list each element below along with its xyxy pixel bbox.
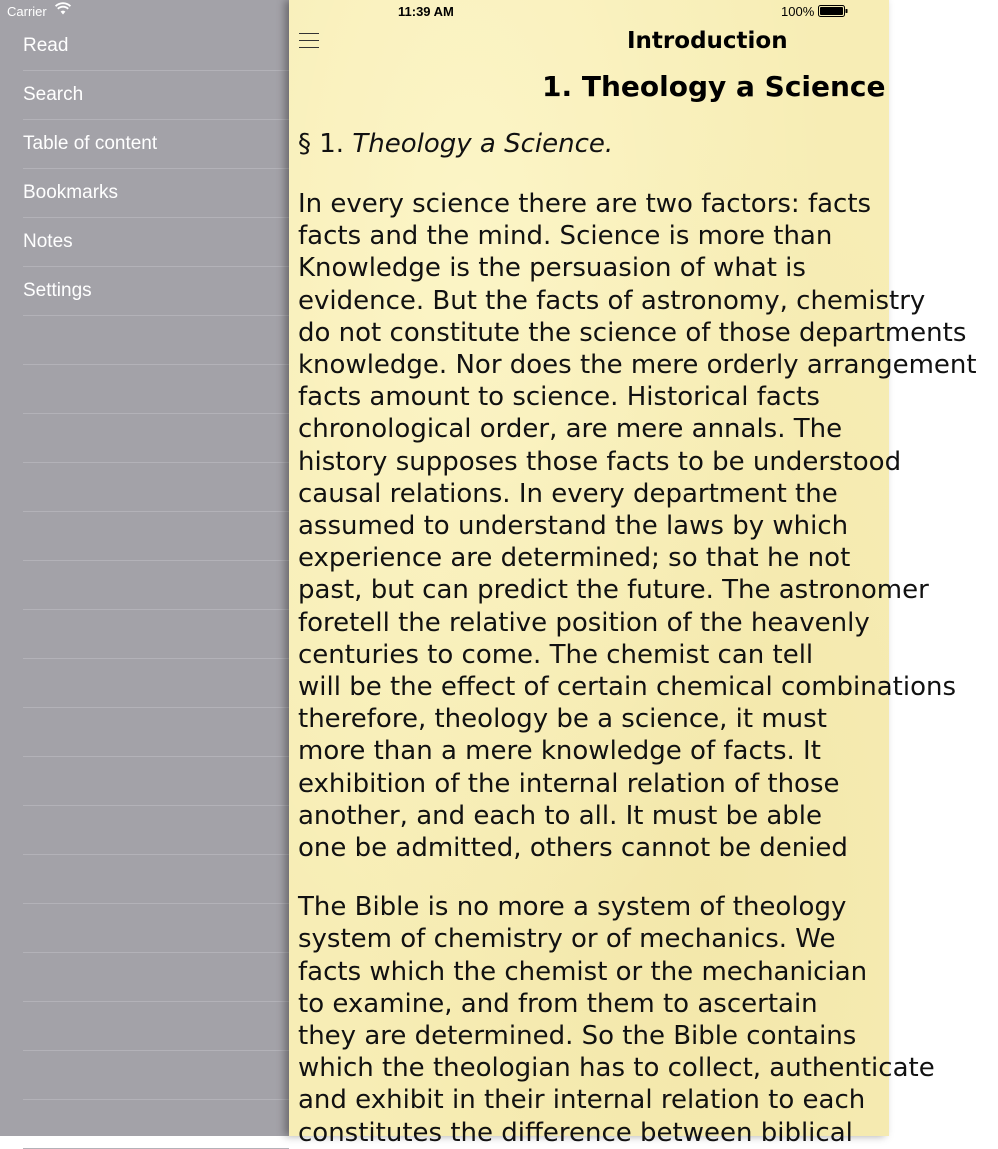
hamburger-menu-icon[interactable] [299, 33, 319, 49]
sidebar-empty-row [23, 316, 289, 365]
battery-icon [818, 5, 848, 17]
text-line: system of chemistry or of mechanics. We [298, 924, 836, 955]
sidebar-empty-row [23, 904, 289, 953]
sidebar-empty-row [23, 659, 289, 708]
text-line: history supposes those facts to be understood [298, 446, 902, 477]
sidebar-item-label: Search [23, 84, 84, 105]
sidebar-empty-row [23, 1002, 289, 1051]
text-line: foretell the relative position of the heavenly [298, 607, 870, 638]
nav-title: Introduction [627, 28, 788, 54]
text-line: In every science there are two factors: facts [298, 189, 872, 219]
section-heading [298, 128, 998, 164]
text-line: constitutes the difference between biblical [298, 1117, 853, 1148]
paragraph [298, 188, 998, 864]
text-line: causal relations. In every department the [298, 478, 838, 509]
sidebar-empty-row [23, 708, 289, 757]
reader-panel[interactable] [289, 0, 977, 1148]
section-number: § 1. [298, 129, 345, 159]
text-line: they are determined. So the Bible contains [298, 1021, 857, 1052]
sidebar-item-label: Bookmarks [23, 182, 119, 203]
text-line: facts which the chemist or the mechanician [298, 956, 868, 987]
sidebar-empty-row [23, 610, 289, 659]
text-line: facts amount to science. Historical facts [298, 382, 820, 413]
text-line: and exhibit in their internal relation to each [298, 1085, 866, 1116]
sidebar-empty-row [23, 1051, 289, 1100]
status-bar [0, 0, 852, 22]
carrier-label: Carrier [7, 4, 47, 19]
text-line: past, but can predict the future. The astronomer [298, 575, 929, 606]
text-line: which the theologian has to collect, authenticate [298, 1053, 935, 1084]
text-line: do not constitute the science of those departments [298, 317, 967, 348]
sidebar-empty-row [23, 463, 289, 512]
clock: 11:39 AM [398, 4, 454, 19]
sidebar [0, 0, 289, 1136]
sidebar-empty-row [23, 953, 289, 1002]
sidebar-empty-row [23, 757, 289, 806]
sidebar-item-table-of-content[interactable] [23, 120, 289, 169]
text-line: will be the effect of certain chemical combinations [298, 672, 957, 703]
text-line: evidence. But the facts of astronomy, chemistry [298, 285, 926, 316]
sidebar-item-bookmarks[interactable] [23, 169, 289, 218]
paragraph [298, 891, 998, 1149]
section-title: Theology a Science. [352, 129, 614, 159]
text-line: one be admitted, others cannot be denied [298, 833, 848, 864]
sidebar-item-label: Settings [23, 280, 92, 301]
sidebar-item-label: Table of content [23, 133, 158, 154]
sidebar-empty-row [23, 561, 289, 610]
text-line: facts and the mind. Science is more than [298, 221, 833, 252]
sidebar-empty-row [23, 414, 289, 463]
sidebar-menu [23, 22, 289, 1149]
text-line: assumed to understand the laws by which [298, 511, 849, 542]
sidebar-empty-row [23, 365, 289, 414]
text-line: chronological order, are mere annals. The [298, 414, 843, 445]
sidebar-empty-row [23, 855, 289, 904]
text-line: centuries to come. The chemist can tell [298, 639, 814, 670]
reader-content [298, 128, 998, 1149]
text-line: exhibition of the internal relation of those [298, 768, 840, 799]
paragraphs [298, 188, 998, 1149]
sidebar-item-label: Read [23, 35, 69, 56]
text-line: more than a mere knowledge of facts. It [298, 736, 821, 767]
wifi-icon [55, 3, 71, 15]
text-line: another, and each to all. It must be able [298, 800, 822, 831]
text-line: experience are determined; so that he not [298, 543, 851, 574]
text-line: The Bible is no more a system of theology [298, 892, 847, 923]
sidebar-item-read[interactable] [23, 22, 289, 71]
text-line: knowledge. Nor does the mere orderly arrangement [298, 350, 977, 381]
battery-percentage: 100% [781, 4, 815, 19]
sidebar-item-settings[interactable] [23, 267, 289, 316]
chapter-heading: 1. Theology a Science [542, 70, 886, 103]
sidebar-item-search[interactable] [23, 71, 289, 120]
text-line: to examine, and from them to ascertain [298, 988, 818, 1019]
text-line: therefore, theology be a science, it must [298, 704, 827, 735]
sidebar-empty-row [23, 512, 289, 561]
sidebar-item-label: Notes [23, 231, 73, 252]
sidebar-empty-row [23, 806, 289, 855]
sidebar-item-notes[interactable] [23, 218, 289, 267]
text-line: Knowledge is the persuasion of what is [298, 253, 806, 284]
sidebar-empty-row [23, 1100, 289, 1149]
